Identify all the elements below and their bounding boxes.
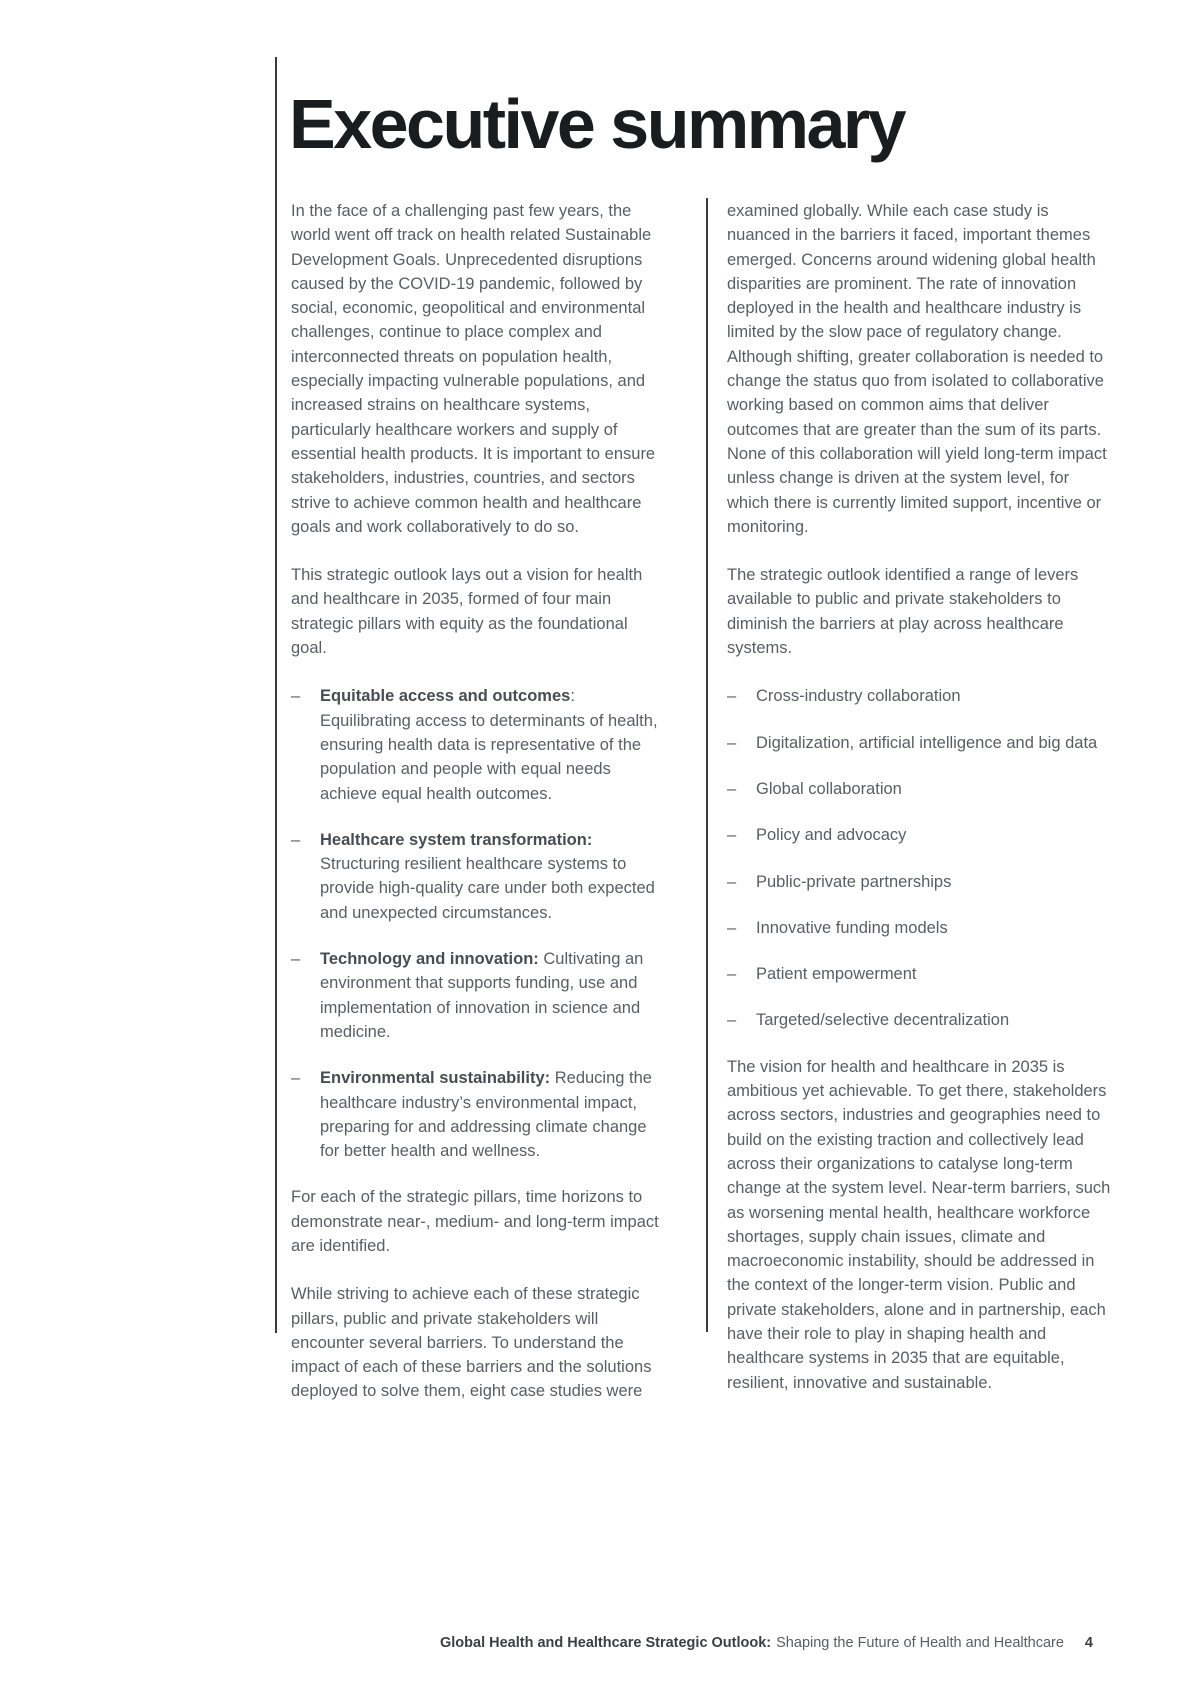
bullet-dash: – bbox=[727, 687, 737, 706]
bullet-item bbox=[727, 684, 1111, 708]
bullet-text: Patient empowerment bbox=[756, 965, 917, 984]
left-column bbox=[291, 199, 665, 1428]
paragraph: While striving to achieve each of these strategic pillars, public and private stakeholders will encounter several barriers. To understand the impact of each of these barriers and the solutions deployed to solve them, eight case studies were bbox=[291, 1285, 652, 1401]
bullet-text: Targeted/selective decentralization bbox=[756, 1011, 1010, 1030]
bullet-item bbox=[291, 1066, 665, 1163]
bullet-item bbox=[727, 731, 1111, 755]
right-column bbox=[727, 199, 1111, 1419]
footer-report-subtitle: Shaping the Future of Health and Healthcare bbox=[776, 1635, 1064, 1651]
bullet-text bbox=[320, 1066, 665, 1163]
bullet-dash: – bbox=[727, 1011, 737, 1030]
bullet-lead: Healthcare system transformation: bbox=[320, 830, 593, 849]
bullet-text: Digitalization, artificial intelligence and big data bbox=[756, 733, 1098, 752]
bullet-dash: – bbox=[291, 687, 301, 706]
bullet-item bbox=[727, 870, 1111, 894]
title-left-rule bbox=[275, 57, 277, 1333]
bullet-lead: Environmental sustainability: bbox=[320, 1069, 551, 1088]
paragraph: The vision for health and healthcare in 2035 is ambitious yet achievable. To get there, stakeholders across sectors, industries and geographies need to build on the existing traction and collectively lead across their organizations to catalyse long-term change at the system level. Near-term barriers, such as worsening mental health, healthcare workforce shortages, supply chain issues, climate and macroeconomic instability, should be addressed in the context of the longer-term vision. Public and private stakeholders, alone and in partnership, each have their role to play in shaping health and healthcare systems in 2035 that are equitable, resilient, innovative and sustainable. bbox=[727, 1057, 1111, 1392]
bullet-dash: – bbox=[727, 918, 737, 937]
bullet-dash: – bbox=[727, 779, 737, 798]
paragraph: In the face of a challenging past few years, the world went off track on health related Sustainable Development Goals. Unprecedented disruptions caused by the COVID-19 pandemic, followed by social, economic, geopolitical and environmental challenges, continue to place complex and interconnected threats on population health, especially impacting vulnerable populations, and increased strains on healthcare systems, particularly healthcare workers and supply of essential health products. It is important to ensure stakeholders, industries, countries, and sectors strive to achieve common health and healthcare goals and work collaboratively to do so. bbox=[291, 202, 656, 536]
bullet-item bbox=[291, 828, 665, 925]
page-title: Executive summary bbox=[289, 84, 905, 163]
column-divider-rule bbox=[706, 198, 708, 1332]
bullet-rest: : Equilibrating access to determinants of health, ensuring health data is representative of the population and people with equal needs achieve equal health outcomes. bbox=[320, 687, 658, 803]
bullet-item bbox=[727, 916, 1111, 940]
bullet-text bbox=[320, 828, 665, 925]
bullet-lead: Equitable access and outcomes bbox=[320, 687, 571, 706]
bullet-text: Public-private partnerships bbox=[756, 872, 952, 891]
paragraph: This strategic outlook lays out a vision for health and healthcare in 2035, formed of four main strategic pillars with equity as the foundational goal. bbox=[291, 566, 643, 658]
bullet-lead: Technology and innovation: bbox=[320, 950, 539, 969]
bullet-dash: – bbox=[291, 950, 301, 969]
bullet-text bbox=[320, 947, 665, 1044]
bullet-dash: – bbox=[291, 1069, 301, 1088]
paragraph: For each of the strategic pillars, time horizons to demonstrate near-, medium- and long-term impact are identified. bbox=[291, 1188, 659, 1255]
bullet-item bbox=[727, 823, 1111, 847]
bullet-dash: – bbox=[727, 733, 737, 752]
bullet-rest: Reducing the healthcare industry’s environmental impact, preparing for and addressing climate change for better health and wellness. bbox=[320, 1069, 652, 1161]
bullet-dash: – bbox=[727, 826, 737, 845]
bullet-text: Policy and advocacy bbox=[756, 826, 907, 845]
footer-report-title: Global Health and Healthcare Strategic Outlook: bbox=[439, 1635, 772, 1651]
bullet-text bbox=[320, 684, 665, 805]
bullet-dash: – bbox=[727, 872, 737, 891]
bullet-text: Innovative funding models bbox=[756, 918, 948, 937]
bullet-dash: – bbox=[727, 965, 737, 984]
bullet-rest: Cultivating an environment that supports funding, use and implementation of innovation in science and medicine. bbox=[320, 950, 644, 1041]
paragraph: The strategic outlook identified a range of levers available to public and private stakeholders to diminish the barriers at play across healthcare systems. bbox=[727, 566, 1079, 658]
bullet-item bbox=[727, 962, 1111, 986]
paragraph: examined globally. While each case study is nuanced in the barriers it faced, important themes emerged. Concerns around widening global health disparities are prominent. The rate of innovation deployed in the health and healthcare industry is limited by the slow pace of regulatory change. Although shifting, greater collaboration is needed to change the status quo from isolated to collaborative working based on common aims that deliver outcomes that are greater than the sum of its parts. None of this collaboration will yield long-term impact unless change is driven at the system level, for which there is currently limited support, incentive or monitoring. bbox=[727, 202, 1107, 536]
bullet-item bbox=[727, 1008, 1111, 1032]
bullet-text: Cross-industry collaboration bbox=[756, 687, 961, 706]
bullet-item bbox=[727, 777, 1111, 801]
bullet-dash: – bbox=[291, 830, 301, 849]
bullet-item bbox=[291, 947, 665, 1044]
bullet-item bbox=[291, 684, 665, 805]
page-footer bbox=[0, 1633, 1200, 1653]
bullet-rest: Structuring resilient healthcare systems to provide high-quality care under both expected and unexpected circumstances. bbox=[320, 855, 655, 922]
footer-page-number: 4 bbox=[1084, 1635, 1093, 1651]
bullet-text: Global collaboration bbox=[756, 779, 902, 798]
